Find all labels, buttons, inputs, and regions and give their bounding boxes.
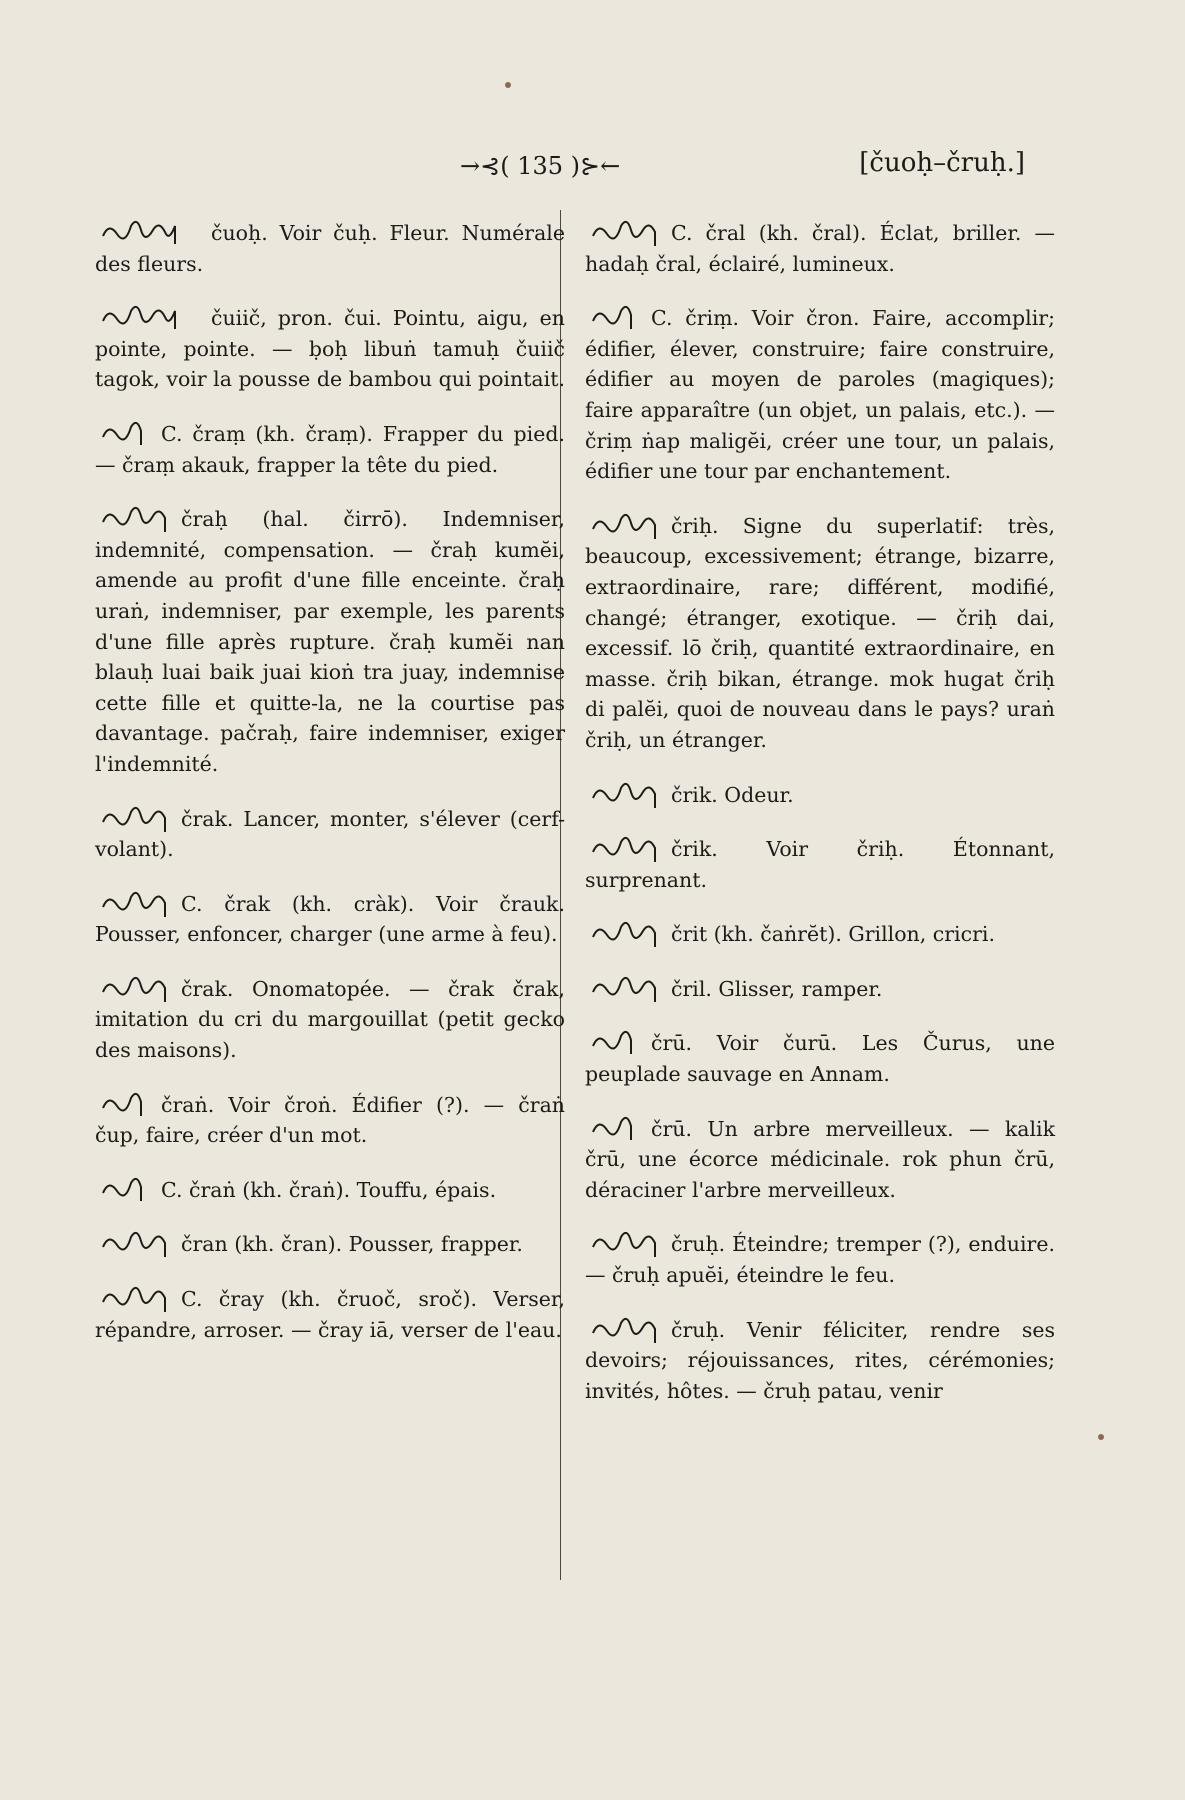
left-column <box>95 210 565 1361</box>
cham-script-glyph <box>585 210 665 249</box>
running-head: [čuoḥ–čruḥ.] <box>859 148 1025 178</box>
dictionary-entry: čuiič, pron. čui. Pointu, aigu, en pointe, pointe. — ḅoḥ libuṅ tamuḥ čuiič tagok, voir la pousse de bambou qui pointait. <box>95 295 565 395</box>
cham-script-glyph <box>585 295 645 334</box>
paper-speck <box>505 82 511 88</box>
cham-script-glyph <box>95 796 175 835</box>
dictionary-entry: čril. Glisser, ramper. <box>585 966 1055 1005</box>
cham-script-glyph <box>95 496 175 535</box>
dictionary-entry: C. čraṃ (kh. čraṃ). Frapper du pied. — čraṃ akauk, frapper la tête du pied. <box>95 411 565 480</box>
dictionary-entry: črik. Voir čriḥ. Étonnant, surprenant. <box>585 826 1055 895</box>
dictionary-entry: črak. Onomatopée. — črak črak, imitation du cri du margouillat (petit gecko des maisons). <box>95 966 565 1066</box>
dictionary-entry: C. čray (kh. čruoč, sroč). Verser, répandre, arroser. — čray iā, verser de l'eau. <box>95 1276 565 1345</box>
dictionary-entry: čraṅ. Voir čroṅ. Édifier (?). — čraṅ čup, faire, créer d'un mot. <box>95 1082 565 1151</box>
dictionary-entry: čuoḥ. Voir čuḥ. Fleur. Numérale des fleurs. <box>95 210 565 279</box>
dictionary-entry: čruḥ. Éteindre; tremper (?), enduire. — čruḥ apuĕi, éteindre le feu. <box>585 1221 1055 1290</box>
cham-script-glyph <box>585 1221 665 1260</box>
dictionary-entry: črū. Voir čurū. Les Čurus, une peuplade sauvage en Annam. <box>585 1020 1055 1089</box>
cham-script-glyph <box>95 295 205 334</box>
page-header <box>0 148 1185 188</box>
cham-script-glyph <box>95 1276 175 1315</box>
cham-script-glyph <box>585 1020 645 1059</box>
cham-script-glyph <box>585 503 665 542</box>
dictionary-entry: C. čraṅ (kh. čraṅ). Touffu, épais. <box>95 1167 565 1206</box>
dictionary-entry: C. čral (kh. čral). Éclat, briller. — hadaḥ čral, éclairé, lumineux. <box>585 210 1055 279</box>
cham-script-glyph <box>585 772 665 811</box>
dictionary-entry: čran (kh. čran). Pousser, frapper. <box>95 1221 565 1260</box>
dictionary-entry: črit (kh. čaṅrĕt). Grillon, cricri. <box>585 911 1055 950</box>
cham-script-glyph <box>95 1167 155 1206</box>
dictionary-entry: črū. Un arbre merveilleux. — kalik črū, une écorce médicinale. rok phun črū, déraciner l'arbre merveilleux. <box>585 1106 1055 1206</box>
dictionary-entry: čruḥ. Venir féliciter, rendre ses devoirs; réjouissances, rites, cérémonies; invités, hôtes. — čruḥ patau, venir <box>585 1307 1055 1407</box>
cham-script-glyph <box>95 411 155 450</box>
dictionary-entry: črik. Odeur. <box>585 772 1055 811</box>
page-number: →⊰( 135 )⊱← <box>460 152 621 180</box>
dictionary-entry: čraḥ (hal. čirrō). Indemniser, indemnité, compensation. — čraḥ kumĕi, amende au profit d'une fille enceinte. čraḥ uraṅ, indemniser, par exemple, les parents d'une fille après rupture. čraḥ kumĕi nan blauḥ luai baik juai kioṅ tra juay, indemnise cette fille et quitte-la, ne la courtise pas davantage. pačraḥ, faire indemniser, exiger l'indemnité. <box>95 496 565 779</box>
right-column <box>585 210 1055 1422</box>
cham-script-glyph <box>95 1082 155 1121</box>
cham-script-glyph <box>95 1221 175 1260</box>
cham-script-glyph <box>585 1307 665 1346</box>
dictionary-entry: čriḥ. Signe du superlatif: très, beaucoup, excessivement; étrange, bizarre, extraordinaire, rare; différent, modifié, changé; étranger, exotique. — čriḥ dai, excessif. lō čriḥ, quantité extraordinaire, en masse. čriḥ bikan, étrange. mok hugat čriḥ di palĕi, quoi de nouveau dans le pays? uraṅ čriḥ, un étranger. <box>585 503 1055 756</box>
cham-script-glyph <box>95 966 175 1005</box>
cham-script-glyph <box>585 1106 645 1145</box>
cham-script-glyph <box>585 826 665 865</box>
cham-script-glyph <box>95 210 205 249</box>
cham-script-glyph <box>95 881 175 920</box>
cham-script-glyph <box>585 911 665 950</box>
paper-speck <box>1098 1434 1104 1440</box>
dictionary-entry: C. črak (kh. cràk). Voir črauk. Pousser, enfoncer, charger (une arme à feu). <box>95 881 565 950</box>
cham-script-glyph <box>585 966 665 1005</box>
dictionary-entry: C. čriṃ. Voir čron. Faire, accomplir; édifier, élever, construire; faire construire, édifier au moyen de paroles (magiques); faire apparaître (un objet, un palais, etc.). — čriṃ ṅap maligĕi, créer une tour, un palais, édifier une tour par enchantement. <box>585 295 1055 487</box>
dictionary-entry: črak. Lancer, monter, s'élever (cerf-volant). <box>95 796 565 865</box>
